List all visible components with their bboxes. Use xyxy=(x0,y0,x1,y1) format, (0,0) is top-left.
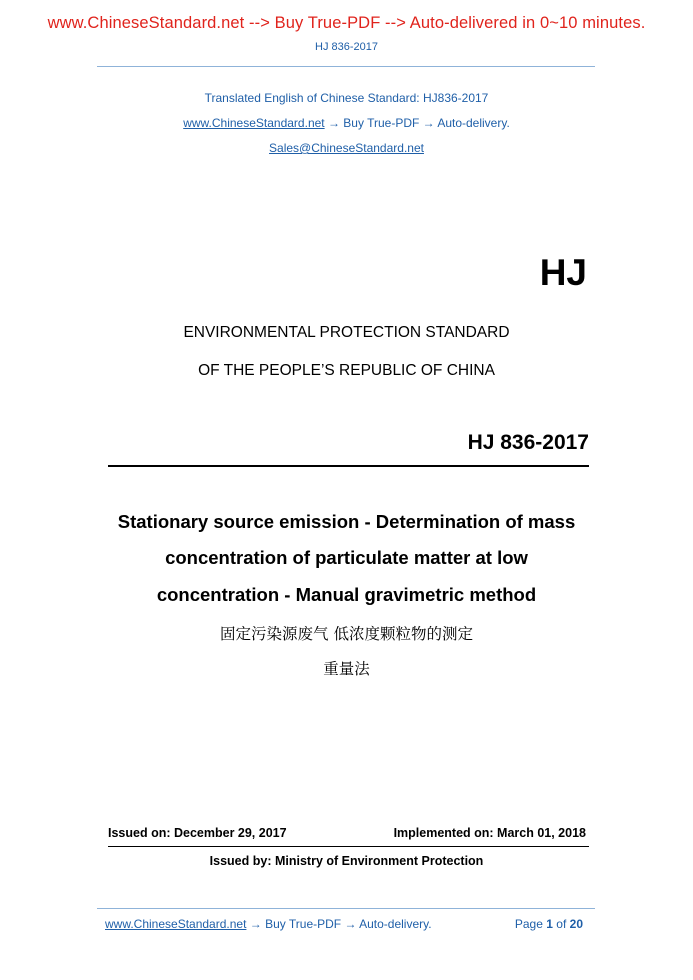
implemented-date: Implemented on: March 01, 2018 xyxy=(393,826,586,840)
header-divider xyxy=(97,66,595,67)
org-line-2: OF THE PEOPLE’S REPUBLIC OF CHINA xyxy=(198,362,495,379)
title-divider xyxy=(108,465,589,467)
translation-purchase-line xyxy=(0,116,693,130)
title-cn-line-1: 固定污染源废气 低浓度颗粒物的测定 xyxy=(220,625,473,643)
translation-note: Translated English of Chinese Standard: HJ836-2017 xyxy=(204,91,489,105)
page-number: 1 xyxy=(546,917,553,931)
footer-site-link[interactable]: www.ChineseStandard.net xyxy=(105,917,247,931)
hj-logo: HJ xyxy=(539,252,587,293)
title-en-line-1: Stationary source emission - Determination of mass xyxy=(117,511,576,532)
email-link[interactable]: Sales@ChineseStandard.net xyxy=(269,141,424,155)
standard-number: HJ 836-2017 xyxy=(467,431,589,454)
of-label: of xyxy=(556,917,567,931)
footer-divider xyxy=(97,908,595,909)
top-banner[interactable]: www.ChineseStandard.net --> Buy True-PDF --> Auto-delivered in 0~10 minutes. xyxy=(47,14,646,32)
issuer: Issued by: Ministry of Environment Protection xyxy=(209,854,484,868)
purchase-text: → Buy True-PDF → Auto-delivery. xyxy=(324,116,510,130)
issued-date: Issued on: December 29, 2017 xyxy=(108,826,287,840)
title-cn-line-2: 重量法 xyxy=(323,660,370,678)
page-label: Page xyxy=(514,917,543,931)
page-indicator xyxy=(515,917,583,931)
header-standard-code: HJ 836-2017 xyxy=(315,41,378,53)
title-en-line-2: concentration of particulate matter at low xyxy=(165,547,528,568)
title-en-line-3: concentration - Manual gravimetric method xyxy=(156,584,537,605)
page-total: 20 xyxy=(569,917,583,931)
footer-purchase-line xyxy=(105,917,432,931)
footer-purchase-text: → Buy True-PDF → Auto-delivery. xyxy=(246,917,432,931)
dates-divider xyxy=(108,846,589,847)
site-link[interactable]: www.ChineseStandard.net xyxy=(183,116,325,130)
email-line xyxy=(0,141,693,155)
org-line-1: ENVIRONMENTAL PROTECTION STANDARD xyxy=(183,324,510,341)
